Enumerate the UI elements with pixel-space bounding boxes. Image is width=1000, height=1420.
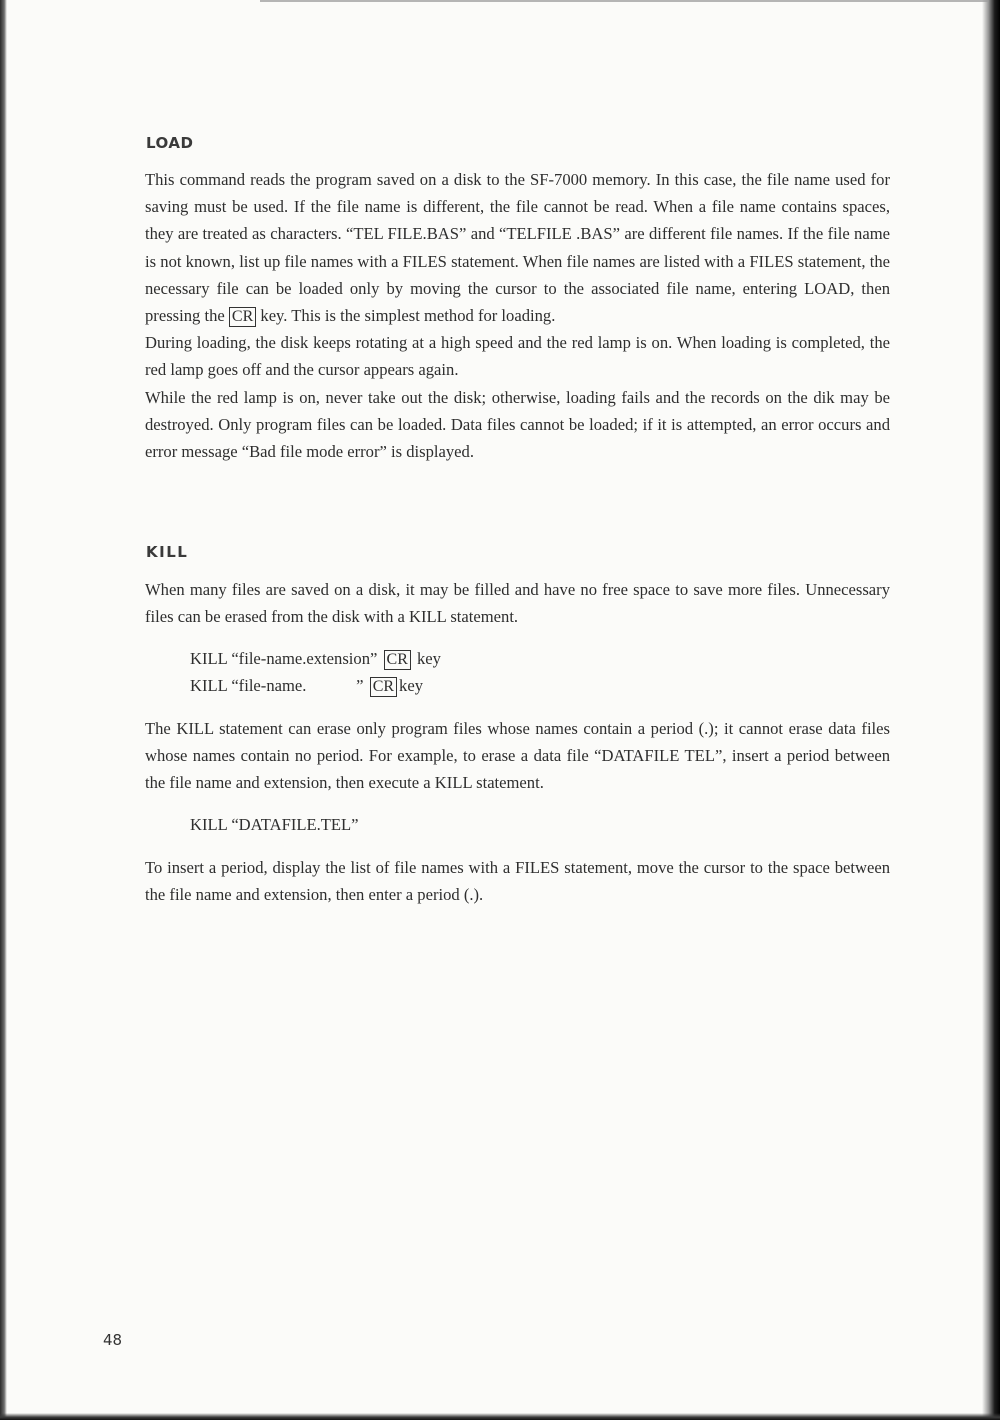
section-heading-kill: KILL (146, 543, 189, 561)
kill-intro-paragraph: When many files are saved on a disk, it may be filled and have no free space to save more files. Unnecessary files can be erased from the disk with a KILL statement. (145, 580, 890, 627)
kill-example-3: KILL “DATAFILE.TEL” (190, 815, 359, 834)
kill-example-1-code: KILL “file-name.extension” (190, 649, 382, 668)
section-heading-load: LOAD (146, 134, 194, 152)
load-paragraph-1-text: This command reads the program saved on a disk to the SF-7000 memory. In this case, the file name used for saving must be used. If the file name is different, the file cannot be read. When a file name contains spaces, they are treated as characters. “TEL FILE.BAS” and “TELFILE .BAS” are different file names. If the file name is not known, list up file names with a FILES statement. When file names are listed with a FILES statement, the necessary file can be loaded only by moving the cursor to the associated file name, entering LOAD, then pressing the (145, 170, 890, 326)
kill-example-2 (190, 672, 423, 699)
cr-key-box: CR (229, 307, 256, 327)
load-paragraph-2: During loading, the disk keeps rotating at a high speed and the red lamp is on. When loading is completed, the red lamp goes off and the cursor appears again. (145, 333, 890, 380)
kill-example-1-suffix: key (412, 649, 441, 668)
scan-edge-bottom (0, 1413, 1000, 1420)
cr-key-box: CR (370, 677, 397, 697)
kill-example-1 (190, 645, 441, 672)
kill-example-2-suffix: key (399, 676, 424, 695)
page-number: 48 (103, 1331, 123, 1349)
kill-example-2-code: KILL “file-name. ” (190, 676, 368, 695)
load-paragraph-1-tail: key. This is the simplest method for loading. (260, 306, 556, 326)
scan-edge-left (0, 0, 7, 1420)
load-paragraph-3: While the red lamp is on, never take out the disk; otherwise, loading fails and the records on the dik may be destroyed. Only program files can be loaded. Data files cannot be loaded; if it is attempted, an error occurs and error message “Bad file mode error” is displayed. (145, 387, 890, 462)
load-section-body (145, 166, 890, 465)
scan-edge-top (260, 0, 1000, 2)
kill-insert-paragraph: To insert a period, display the list of file names with a FILES statement, move the cursor to the space between the file name and extension, then enter a period (.). (145, 858, 890, 905)
cr-key-box: CR (384, 650, 411, 670)
kill-note-paragraph: The KILL statement can erase only program files whose names contain a period (.); it cannot erase data files whose names contain no period. For example, to erase a data file “DATAFILE TEL”, insert a period between the file name and extension, then execute a KILL statement. (145, 719, 890, 793)
scan-edge-right (982, 0, 1000, 1420)
load-paragraph-1 (145, 166, 890, 329)
